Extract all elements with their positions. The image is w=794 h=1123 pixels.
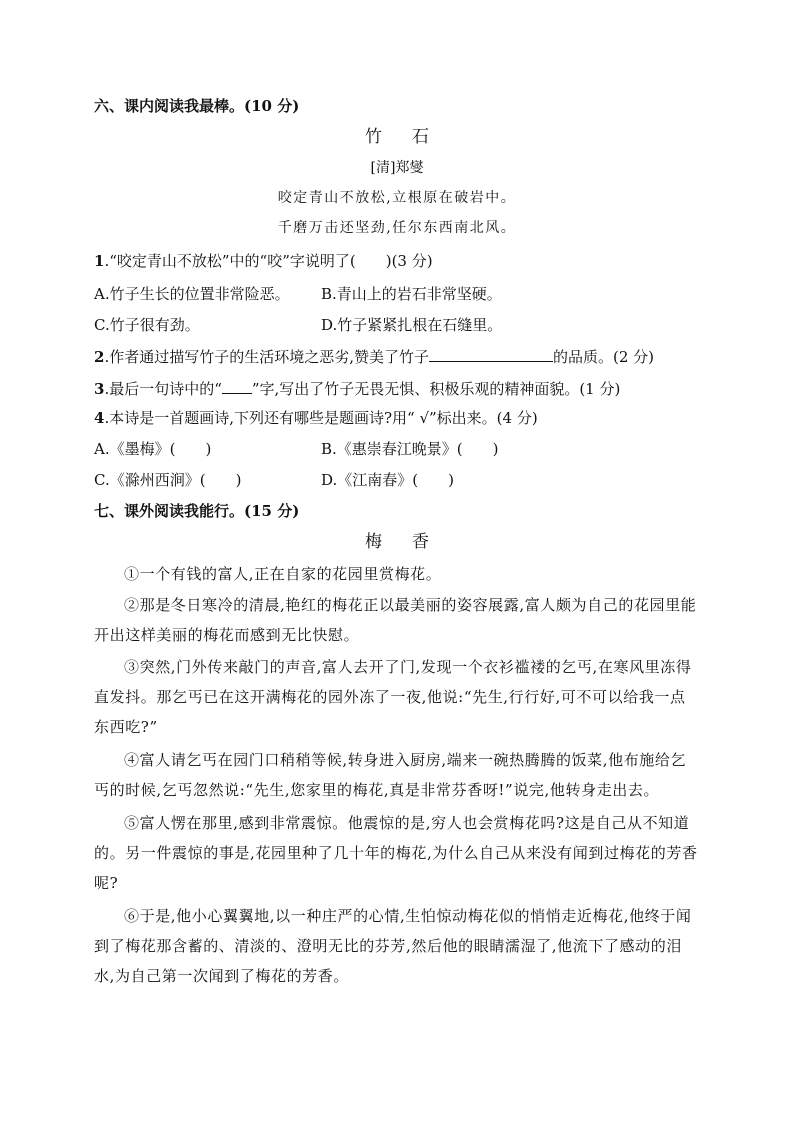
q4-option-c[interactable]: C.《滁州西涧》( ) — [94, 471, 242, 489]
question-3-answer-blank[interactable] — [222, 377, 252, 394]
question-2-text-start: .作者通过描写竹子的生活环境之恶劣,赞美了竹子 — [104, 348, 429, 366]
story-paragraph-6: ⑥于是,他小心翼翼地,以一种庄严的心情,生怕惊动梅花似的悄悄走近梅花,他终于闻到了梅花那含蓄的、清淡的、澄明无比的芬芳,然后他的眼睛濡湿了,他流下了感动的泪水,为自己第一次闻到了梅花的芳香。 — [94, 907, 692, 985]
story-paragraph-1: ①一个有钱的富人,正在自家的花园里赏梅花。 — [124, 565, 442, 583]
q4-option-d[interactable]: D.《江南春》( ) — [321, 471, 454, 489]
story-paragraph-5: ⑤富人愣在那里,感到非常震惊。他震惊的是,穷人也会赏梅花吗?这是自己从不知道的。另一件震惊的事是,花园里种了几十年的梅花,为什么自己从来没有闻到过梅花的芳香呢? — [94, 814, 698, 892]
section-seven-heading: 七、课外阅读我能行。(15 分) — [94, 502, 300, 520]
q4-option-b[interactable]: B.《惠崇春江晚景》( ) — [321, 440, 499, 458]
question-2 — [94, 345, 654, 367]
question-3 — [94, 377, 620, 399]
question-4 — [94, 408, 538, 428]
poem-verse-1: 咬定青山不放松,立根原在破岩中。 — [277, 190, 517, 206]
story-title-char-2: 香 — [412, 532, 429, 552]
question-3-number: 3 — [94, 380, 105, 398]
question-3-text-end: ”字,写出了竹子无畏无惧、积极乐观的精神面貌。(1 分) — [251, 380, 621, 398]
story-paragraph-3: ③突然,门外传来敲门的声音,富人去开了门,发现一个衣衫褴褛的乞丐,在寒风里冻得直发抖。那乞丐已在这开满梅花的园外冻了一夜,他说:“先生,行行好,可不可以给我一点东西吃?” — [94, 658, 692, 736]
question-2-answer-blank[interactable] — [429, 345, 553, 362]
poem-author: [清]郑燮 — [370, 160, 424, 176]
question-1 — [94, 251, 433, 271]
story-title-char-1: 梅 — [365, 532, 382, 552]
question-4-number: 4 — [94, 409, 105, 427]
section-six-heading: 六、课内阅读我最棒。(10 分) — [94, 97, 300, 115]
q1-option-c: C.竹子很有劲。 — [94, 316, 200, 334]
question-1-number: 1 — [94, 252, 105, 270]
question-2-text-end: 的品质。(2 分) — [552, 348, 655, 366]
poem-title — [0, 127, 794, 147]
poem-verse-2: 千磨万击还坚劲,任尔东西南北风。 — [277, 220, 517, 236]
question-2-number: 2 — [94, 348, 105, 366]
poem-title-char-1: 竹 — [365, 127, 382, 147]
poem-title-char-2: 石 — [412, 127, 429, 147]
question-1-text: .“咬定青山不放松”中的“咬”字说明了( )(3 分) — [104, 252, 433, 270]
q1-option-a: A.竹子生长的位置非常险恶。 — [94, 285, 290, 303]
q1-option-d: D.竹子紧紧扎根在石缝里。 — [321, 316, 503, 334]
q4-option-a[interactable]: A.《墨梅》( ) — [94, 440, 212, 458]
story-paragraph-2: ②那是冬日寒冷的清晨,艳红的梅花正以最美丽的姿容展露,富人颇为自己的花园里能开出这样美丽的梅花而感到无比快慰。 — [94, 596, 697, 644]
story-paragraph-4: ④富人请乞丐在园门口稍稍等候,转身进入厨房,端来一碗热腾腾的饭菜,他布施给乞丐的时候,乞丐忽然说:“先生,您家里的梅花,真是非常芬香呀!”说完,他转身走出去。 — [94, 751, 687, 799]
question-4-text: .本诗是一首题画诗,下列还有哪些是题画诗?用“ √”标出来。(4 分) — [104, 409, 538, 427]
q1-option-b: B.青山上的岩石非常坚硬。 — [321, 285, 502, 303]
question-3-text-start: .最后一句诗中的“ — [104, 380, 222, 398]
story-title — [0, 532, 794, 552]
